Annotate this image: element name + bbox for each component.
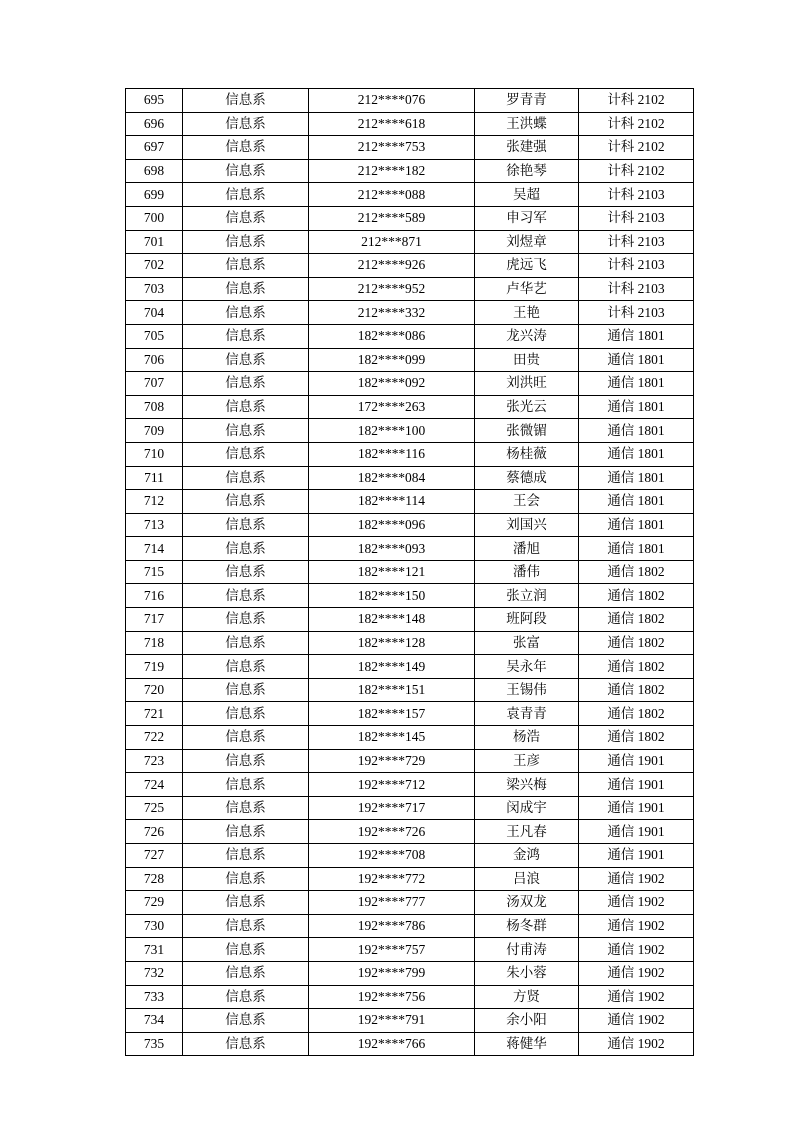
cell-seq: 714 (126, 537, 183, 561)
cell-name: 吕浪 (475, 867, 579, 891)
cell-name: 闵成宇 (475, 796, 579, 820)
table-row (126, 159, 694, 183)
cell-seq: 710 (126, 442, 183, 466)
cell-class: 通信 1802 (579, 726, 694, 750)
cell-department: 信息系 (183, 372, 309, 396)
cell-class: 计科 2103 (579, 183, 694, 207)
cell-seq: 734 (126, 1009, 183, 1033)
cell-class: 计科 2102 (579, 136, 694, 160)
cell-name: 杨浩 (475, 726, 579, 750)
cell-department: 信息系 (183, 678, 309, 702)
cell-name: 班阿段 (475, 608, 579, 632)
table-row (126, 867, 694, 891)
cell-name: 张富 (475, 631, 579, 655)
cell-seq: 723 (126, 749, 183, 773)
cell-name: 龙兴涛 (475, 324, 579, 348)
table-row (126, 442, 694, 466)
cell-seq: 709 (126, 419, 183, 443)
cell-seq: 728 (126, 867, 183, 891)
cell-class: 通信 1901 (579, 844, 694, 868)
cell-department: 信息系 (183, 89, 309, 113)
cell-class: 通信 1802 (579, 584, 694, 608)
cell-class: 计科 2102 (579, 112, 694, 136)
cell-seq: 733 (126, 985, 183, 1009)
cell-class: 通信 1801 (579, 490, 694, 514)
cell-seq: 721 (126, 702, 183, 726)
cell-seq: 706 (126, 348, 183, 372)
cell-class: 通信 1802 (579, 608, 694, 632)
cell-id-number: 212****952 (309, 277, 475, 301)
cell-seq: 700 (126, 206, 183, 230)
cell-class: 通信 1801 (579, 513, 694, 537)
cell-name: 王锡伟 (475, 678, 579, 702)
cell-id-number: 192****712 (309, 773, 475, 797)
cell-department: 信息系 (183, 608, 309, 632)
cell-name: 张立润 (475, 584, 579, 608)
cell-seq: 699 (126, 183, 183, 207)
cell-name: 王凡春 (475, 820, 579, 844)
cell-department: 信息系 (183, 796, 309, 820)
cell-name: 王洪蝶 (475, 112, 579, 136)
cell-seq: 701 (126, 230, 183, 254)
cell-name: 潘伟 (475, 560, 579, 584)
table-row (126, 206, 694, 230)
table-row (126, 395, 694, 419)
cell-name: 徐艳琴 (475, 159, 579, 183)
cell-department: 信息系 (183, 254, 309, 278)
cell-department: 信息系 (183, 442, 309, 466)
cell-class: 通信 1902 (579, 867, 694, 891)
cell-id-number: 192****708 (309, 844, 475, 868)
cell-id-number: 182****145 (309, 726, 475, 750)
cell-class: 通信 1802 (579, 655, 694, 679)
cell-department: 信息系 (183, 1009, 309, 1033)
cell-name: 罗青青 (475, 89, 579, 113)
cell-department: 信息系 (183, 749, 309, 773)
table-row (126, 277, 694, 301)
cell-seq: 735 (126, 1032, 183, 1056)
cell-id-number: 182****096 (309, 513, 475, 537)
cell-class: 通信 1902 (579, 961, 694, 985)
cell-name: 蔡德成 (475, 466, 579, 490)
cell-department: 信息系 (183, 560, 309, 584)
table-row (126, 655, 694, 679)
cell-name: 袁青青 (475, 702, 579, 726)
cell-seq: 697 (126, 136, 183, 160)
cell-department: 信息系 (183, 419, 309, 443)
cell-class: 通信 1802 (579, 631, 694, 655)
cell-class: 计科 2103 (579, 254, 694, 278)
cell-class: 通信 1802 (579, 702, 694, 726)
cell-seq: 731 (126, 938, 183, 962)
cell-id-number: 182****157 (309, 702, 475, 726)
table-row (126, 1009, 694, 1033)
cell-name: 杨冬群 (475, 914, 579, 938)
cell-id-number: 192****729 (309, 749, 475, 773)
cell-id-number: 212****926 (309, 254, 475, 278)
cell-seq: 702 (126, 254, 183, 278)
cell-seq: 715 (126, 560, 183, 584)
cell-seq: 705 (126, 324, 183, 348)
cell-department: 信息系 (183, 183, 309, 207)
table-row (126, 796, 694, 820)
cell-department: 信息系 (183, 301, 309, 325)
table-row (126, 914, 694, 938)
cell-seq: 711 (126, 466, 183, 490)
cell-name: 方贤 (475, 985, 579, 1009)
cell-id-number: 182****149 (309, 655, 475, 679)
cell-id-number: 182****092 (309, 372, 475, 396)
cell-seq: 696 (126, 112, 183, 136)
cell-department: 信息系 (183, 490, 309, 514)
cell-seq: 703 (126, 277, 183, 301)
cell-id-number: 212***871 (309, 230, 475, 254)
cell-department: 信息系 (183, 702, 309, 726)
cell-id-number: 182****084 (309, 466, 475, 490)
table-row (126, 985, 694, 1009)
cell-id-number: 182****100 (309, 419, 475, 443)
cell-seq: 695 (126, 89, 183, 113)
table-row (126, 702, 694, 726)
cell-seq: 730 (126, 914, 183, 938)
cell-department: 信息系 (183, 891, 309, 915)
cell-name: 吴超 (475, 183, 579, 207)
cell-id-number: 182****128 (309, 631, 475, 655)
cell-class: 通信 1802 (579, 678, 694, 702)
cell-seq: 716 (126, 584, 183, 608)
cell-department: 信息系 (183, 820, 309, 844)
cell-department: 信息系 (183, 631, 309, 655)
cell-name: 付甫涛 (475, 938, 579, 962)
cell-id-number: 182****151 (309, 678, 475, 702)
cell-name: 蒋健华 (475, 1032, 579, 1056)
cell-department: 信息系 (183, 136, 309, 160)
cell-class: 计科 2102 (579, 159, 694, 183)
cell-name: 刘煜章 (475, 230, 579, 254)
cell-class: 通信 1801 (579, 348, 694, 372)
cell-department: 信息系 (183, 961, 309, 985)
cell-class: 计科 2103 (579, 301, 694, 325)
cell-id-number: 212****182 (309, 159, 475, 183)
cell-class: 通信 1802 (579, 560, 694, 584)
table-row (126, 537, 694, 561)
cell-seq: 724 (126, 773, 183, 797)
cell-id-number: 212****076 (309, 89, 475, 113)
cell-seq: 708 (126, 395, 183, 419)
cell-id-number: 182****099 (309, 348, 475, 372)
cell-department: 信息系 (183, 206, 309, 230)
cell-department: 信息系 (183, 584, 309, 608)
cell-seq: 725 (126, 796, 183, 820)
cell-id-number: 182****114 (309, 490, 475, 514)
cell-name: 朱小蓉 (475, 961, 579, 985)
cell-class: 通信 1801 (579, 324, 694, 348)
table-row (126, 726, 694, 750)
cell-department: 信息系 (183, 867, 309, 891)
cell-name: 王艳 (475, 301, 579, 325)
cell-name: 张光云 (475, 395, 579, 419)
cell-name: 潘旭 (475, 537, 579, 561)
cell-id-number: 192****756 (309, 985, 475, 1009)
cell-id-number: 212****618 (309, 112, 475, 136)
cell-seq: 722 (126, 726, 183, 750)
cell-seq: 707 (126, 372, 183, 396)
cell-id-number: 212****753 (309, 136, 475, 160)
cell-id-number: 212****088 (309, 183, 475, 207)
table-row (126, 136, 694, 160)
cell-id-number: 192****799 (309, 961, 475, 985)
cell-department: 信息系 (183, 513, 309, 537)
cell-class: 通信 1901 (579, 820, 694, 844)
table-row (126, 301, 694, 325)
cell-class: 通信 1801 (579, 419, 694, 443)
cell-class: 计科 2103 (579, 277, 694, 301)
table-row (126, 348, 694, 372)
cell-seq: 713 (126, 513, 183, 537)
table-row (126, 631, 694, 655)
cell-seq: 720 (126, 678, 183, 702)
cell-name: 张微镅 (475, 419, 579, 443)
cell-class: 通信 1801 (579, 372, 694, 396)
cell-department: 信息系 (183, 159, 309, 183)
cell-id-number: 172****263 (309, 395, 475, 419)
table-row (126, 89, 694, 113)
cell-department: 信息系 (183, 112, 309, 136)
table-row (126, 560, 694, 584)
table-row (126, 844, 694, 868)
table-row (126, 466, 694, 490)
cell-name: 余小阳 (475, 1009, 579, 1033)
cell-seq: 732 (126, 961, 183, 985)
table-row (126, 820, 694, 844)
cell-id-number: 212****589 (309, 206, 475, 230)
cell-class: 通信 1801 (579, 537, 694, 561)
cell-name: 梁兴梅 (475, 773, 579, 797)
cell-name: 刘洪旺 (475, 372, 579, 396)
cell-name: 王彦 (475, 749, 579, 773)
table-row (126, 773, 694, 797)
cell-department: 信息系 (183, 655, 309, 679)
cell-class: 通信 1901 (579, 773, 694, 797)
cell-department: 信息系 (183, 1032, 309, 1056)
cell-name: 刘国兴 (475, 513, 579, 537)
table-row (126, 608, 694, 632)
table-row (126, 938, 694, 962)
cell-department: 信息系 (183, 726, 309, 750)
cell-department: 信息系 (183, 324, 309, 348)
cell-department: 信息系 (183, 230, 309, 254)
cell-name: 田贵 (475, 348, 579, 372)
table-row (126, 891, 694, 915)
cell-department: 信息系 (183, 348, 309, 372)
cell-id-number: 192****791 (309, 1009, 475, 1033)
table-row (126, 678, 694, 702)
cell-seq: 712 (126, 490, 183, 514)
cell-name: 王会 (475, 490, 579, 514)
cell-class: 通信 1902 (579, 914, 694, 938)
cell-id-number: 192****786 (309, 914, 475, 938)
cell-class: 通信 1902 (579, 938, 694, 962)
table-body (126, 89, 694, 1056)
table-row (126, 112, 694, 136)
cell-department: 信息系 (183, 773, 309, 797)
cell-name: 杨桂薇 (475, 442, 579, 466)
cell-class: 计科 2103 (579, 206, 694, 230)
cell-class: 通信 1901 (579, 749, 694, 773)
cell-class: 通信 1902 (579, 1009, 694, 1033)
table-row (126, 324, 694, 348)
cell-seq: 719 (126, 655, 183, 679)
table-row (126, 584, 694, 608)
table-row (126, 183, 694, 207)
cell-id-number: 192****726 (309, 820, 475, 844)
student-roster-table (125, 88, 694, 1056)
cell-id-number: 182****086 (309, 324, 475, 348)
cell-id-number: 192****777 (309, 891, 475, 915)
cell-department: 信息系 (183, 938, 309, 962)
cell-class: 通信 1902 (579, 1032, 694, 1056)
cell-department: 信息系 (183, 985, 309, 1009)
table-row (126, 419, 694, 443)
cell-seq: 698 (126, 159, 183, 183)
cell-department: 信息系 (183, 844, 309, 868)
cell-name: 吴永年 (475, 655, 579, 679)
cell-name: 金鸿 (475, 844, 579, 868)
cell-department: 信息系 (183, 395, 309, 419)
cell-seq: 729 (126, 891, 183, 915)
cell-id-number: 182****116 (309, 442, 475, 466)
cell-class: 通信 1801 (579, 395, 694, 419)
cell-id-number: 182****150 (309, 584, 475, 608)
cell-seq: 727 (126, 844, 183, 868)
table-row (126, 490, 694, 514)
cell-id-number: 192****772 (309, 867, 475, 891)
cell-id-number: 192****766 (309, 1032, 475, 1056)
cell-id-number: 182****148 (309, 608, 475, 632)
cell-department: 信息系 (183, 466, 309, 490)
cell-name: 卢华艺 (475, 277, 579, 301)
cell-class: 计科 2103 (579, 230, 694, 254)
cell-id-number: 182****093 (309, 537, 475, 561)
table-row (126, 961, 694, 985)
cell-id-number: 182****121 (309, 560, 475, 584)
cell-id-number: 192****717 (309, 796, 475, 820)
cell-id-number: 192****757 (309, 938, 475, 962)
cell-class: 通信 1801 (579, 442, 694, 466)
cell-seq: 726 (126, 820, 183, 844)
cell-department: 信息系 (183, 914, 309, 938)
cell-department: 信息系 (183, 277, 309, 301)
cell-seq: 718 (126, 631, 183, 655)
table-row (126, 230, 694, 254)
cell-class: 计科 2102 (579, 89, 694, 113)
cell-id-number: 212****332 (309, 301, 475, 325)
cell-class: 通信 1901 (579, 796, 694, 820)
table-row (126, 1032, 694, 1056)
table-row (126, 372, 694, 396)
cell-department: 信息系 (183, 537, 309, 561)
cell-name: 张建强 (475, 136, 579, 160)
cell-name: 虎远飞 (475, 254, 579, 278)
table-row (126, 749, 694, 773)
table-row (126, 513, 694, 537)
cell-class: 通信 1801 (579, 466, 694, 490)
table-row (126, 254, 694, 278)
cell-class: 通信 1902 (579, 891, 694, 915)
cell-name: 汤双龙 (475, 891, 579, 915)
cell-seq: 704 (126, 301, 183, 325)
cell-name: 申习军 (475, 206, 579, 230)
cell-class: 通信 1902 (579, 985, 694, 1009)
cell-seq: 717 (126, 608, 183, 632)
